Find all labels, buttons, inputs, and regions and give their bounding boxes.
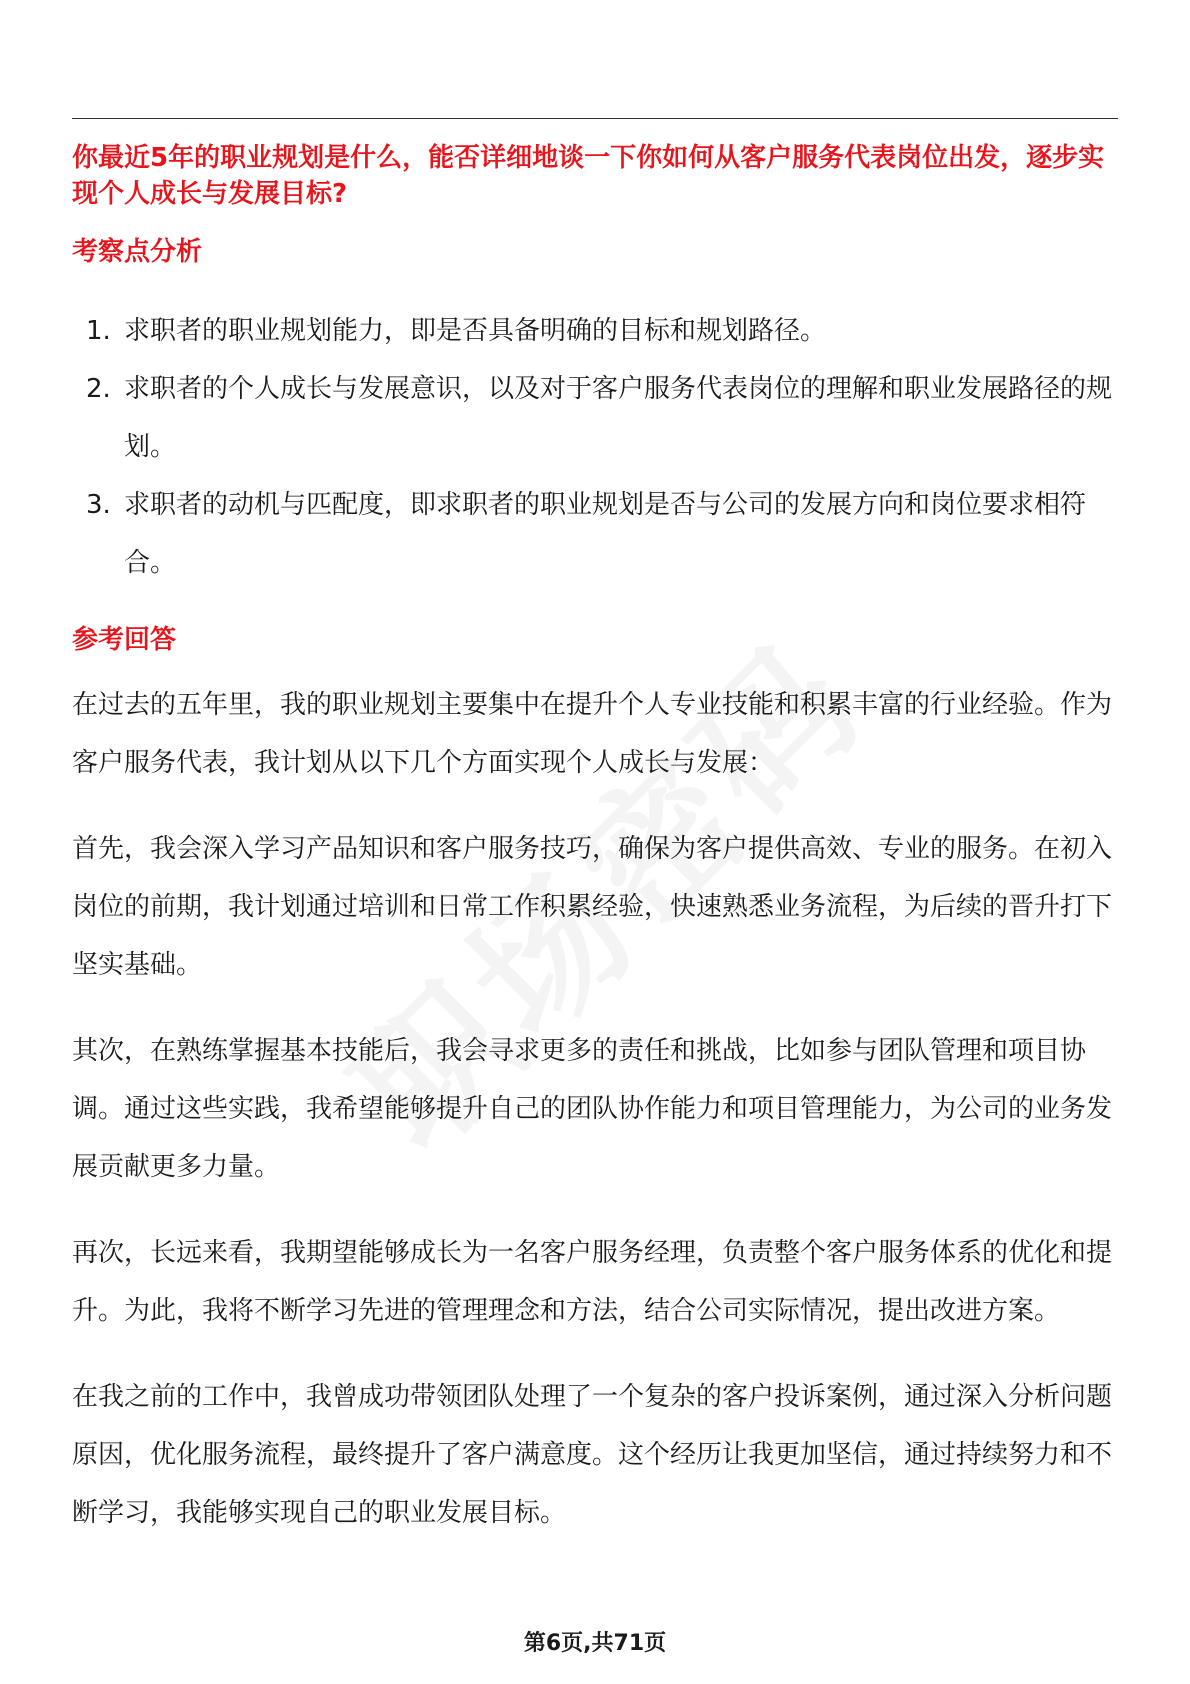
- list-number: 1.: [86, 316, 111, 346]
- analysis-item-text: 求职者的个人成长与发展意识，以及对于客户服务代表岗位的理解和职业发展路径的规划。: [124, 374, 1113, 462]
- answer-heading: 参考回答: [72, 625, 177, 655]
- answer-paragraph-2: 首先，我会深入学习产品知识和客户服务技巧，确保为客户提供高效、专业的服务。在初入岗位的前期，我计划通过培训和日常工作积累经验，快速熟悉业务流程，为后续的晋升打下坚实基础。: [72, 834, 1113, 980]
- top-divider: [72, 118, 1118, 119]
- answer-paragraph-4: 再次，长远来看，我期望能够成长为一名客户服务经理，负责整个客户服务体系的优化和提升。为此，我将不断学习先进的管理理念和方法，结合公司实际情况，提出改进方案。: [72, 1238, 1113, 1326]
- analysis-item-text: 求职者的动机与匹配度，即求职者的职业规划是否与公司的发展方向和岗位要求相符合。: [124, 490, 1087, 578]
- answer-paragraph-5: 在我之前的工作中，我曾成功带领团队处理了一个复杂的客户投诉案例，通过深入分析问题原因，优化服务流程，最终提升了客户满意度。这个经历让我更加坚信，通过持续努力和不断学习，我能够实现自己的职业发展目标。: [72, 1382, 1113, 1528]
- list-number: 3.: [86, 490, 111, 520]
- page-number: 第6页,共71页: [523, 1631, 667, 1656]
- analysis-item-text: 求职者的职业规划能力，即是否具备明确的目标和规划路径。: [124, 316, 827, 346]
- analysis-item-2: [72, 360, 1118, 476]
- page-content: [72, 140, 1118, 1542]
- answer-paragraph-1: 在过去的五年里，我的职业规划主要集中在提升个人专业技能和积累丰富的行业经验。作为客户服务代表，我计划从以下几个方面实现个人成长与发展：: [72, 690, 1113, 778]
- analysis-item-1: [72, 302, 1118, 360]
- answer-paragraph-3: 其次，在熟练掌握基本技能后，我会寻求更多的责任和挑战，比如参与团队管理和项目协调。通过这些实践，我希望能够提升自己的团队协作能力和项目管理能力，为公司的业务发展贡献更多力量。: [72, 1036, 1113, 1182]
- question-title: 你最近5年的职业规划是什么，能否详细地谈一下你如何从客户服务代表岗位出发，逐步实现个人成长与发展目标?: [72, 143, 1105, 209]
- analysis-list: [72, 302, 1118, 592]
- analysis-heading: 考察点分析: [72, 237, 203, 267]
- analysis-item-3: [72, 476, 1118, 592]
- list-number: 2.: [86, 374, 111, 404]
